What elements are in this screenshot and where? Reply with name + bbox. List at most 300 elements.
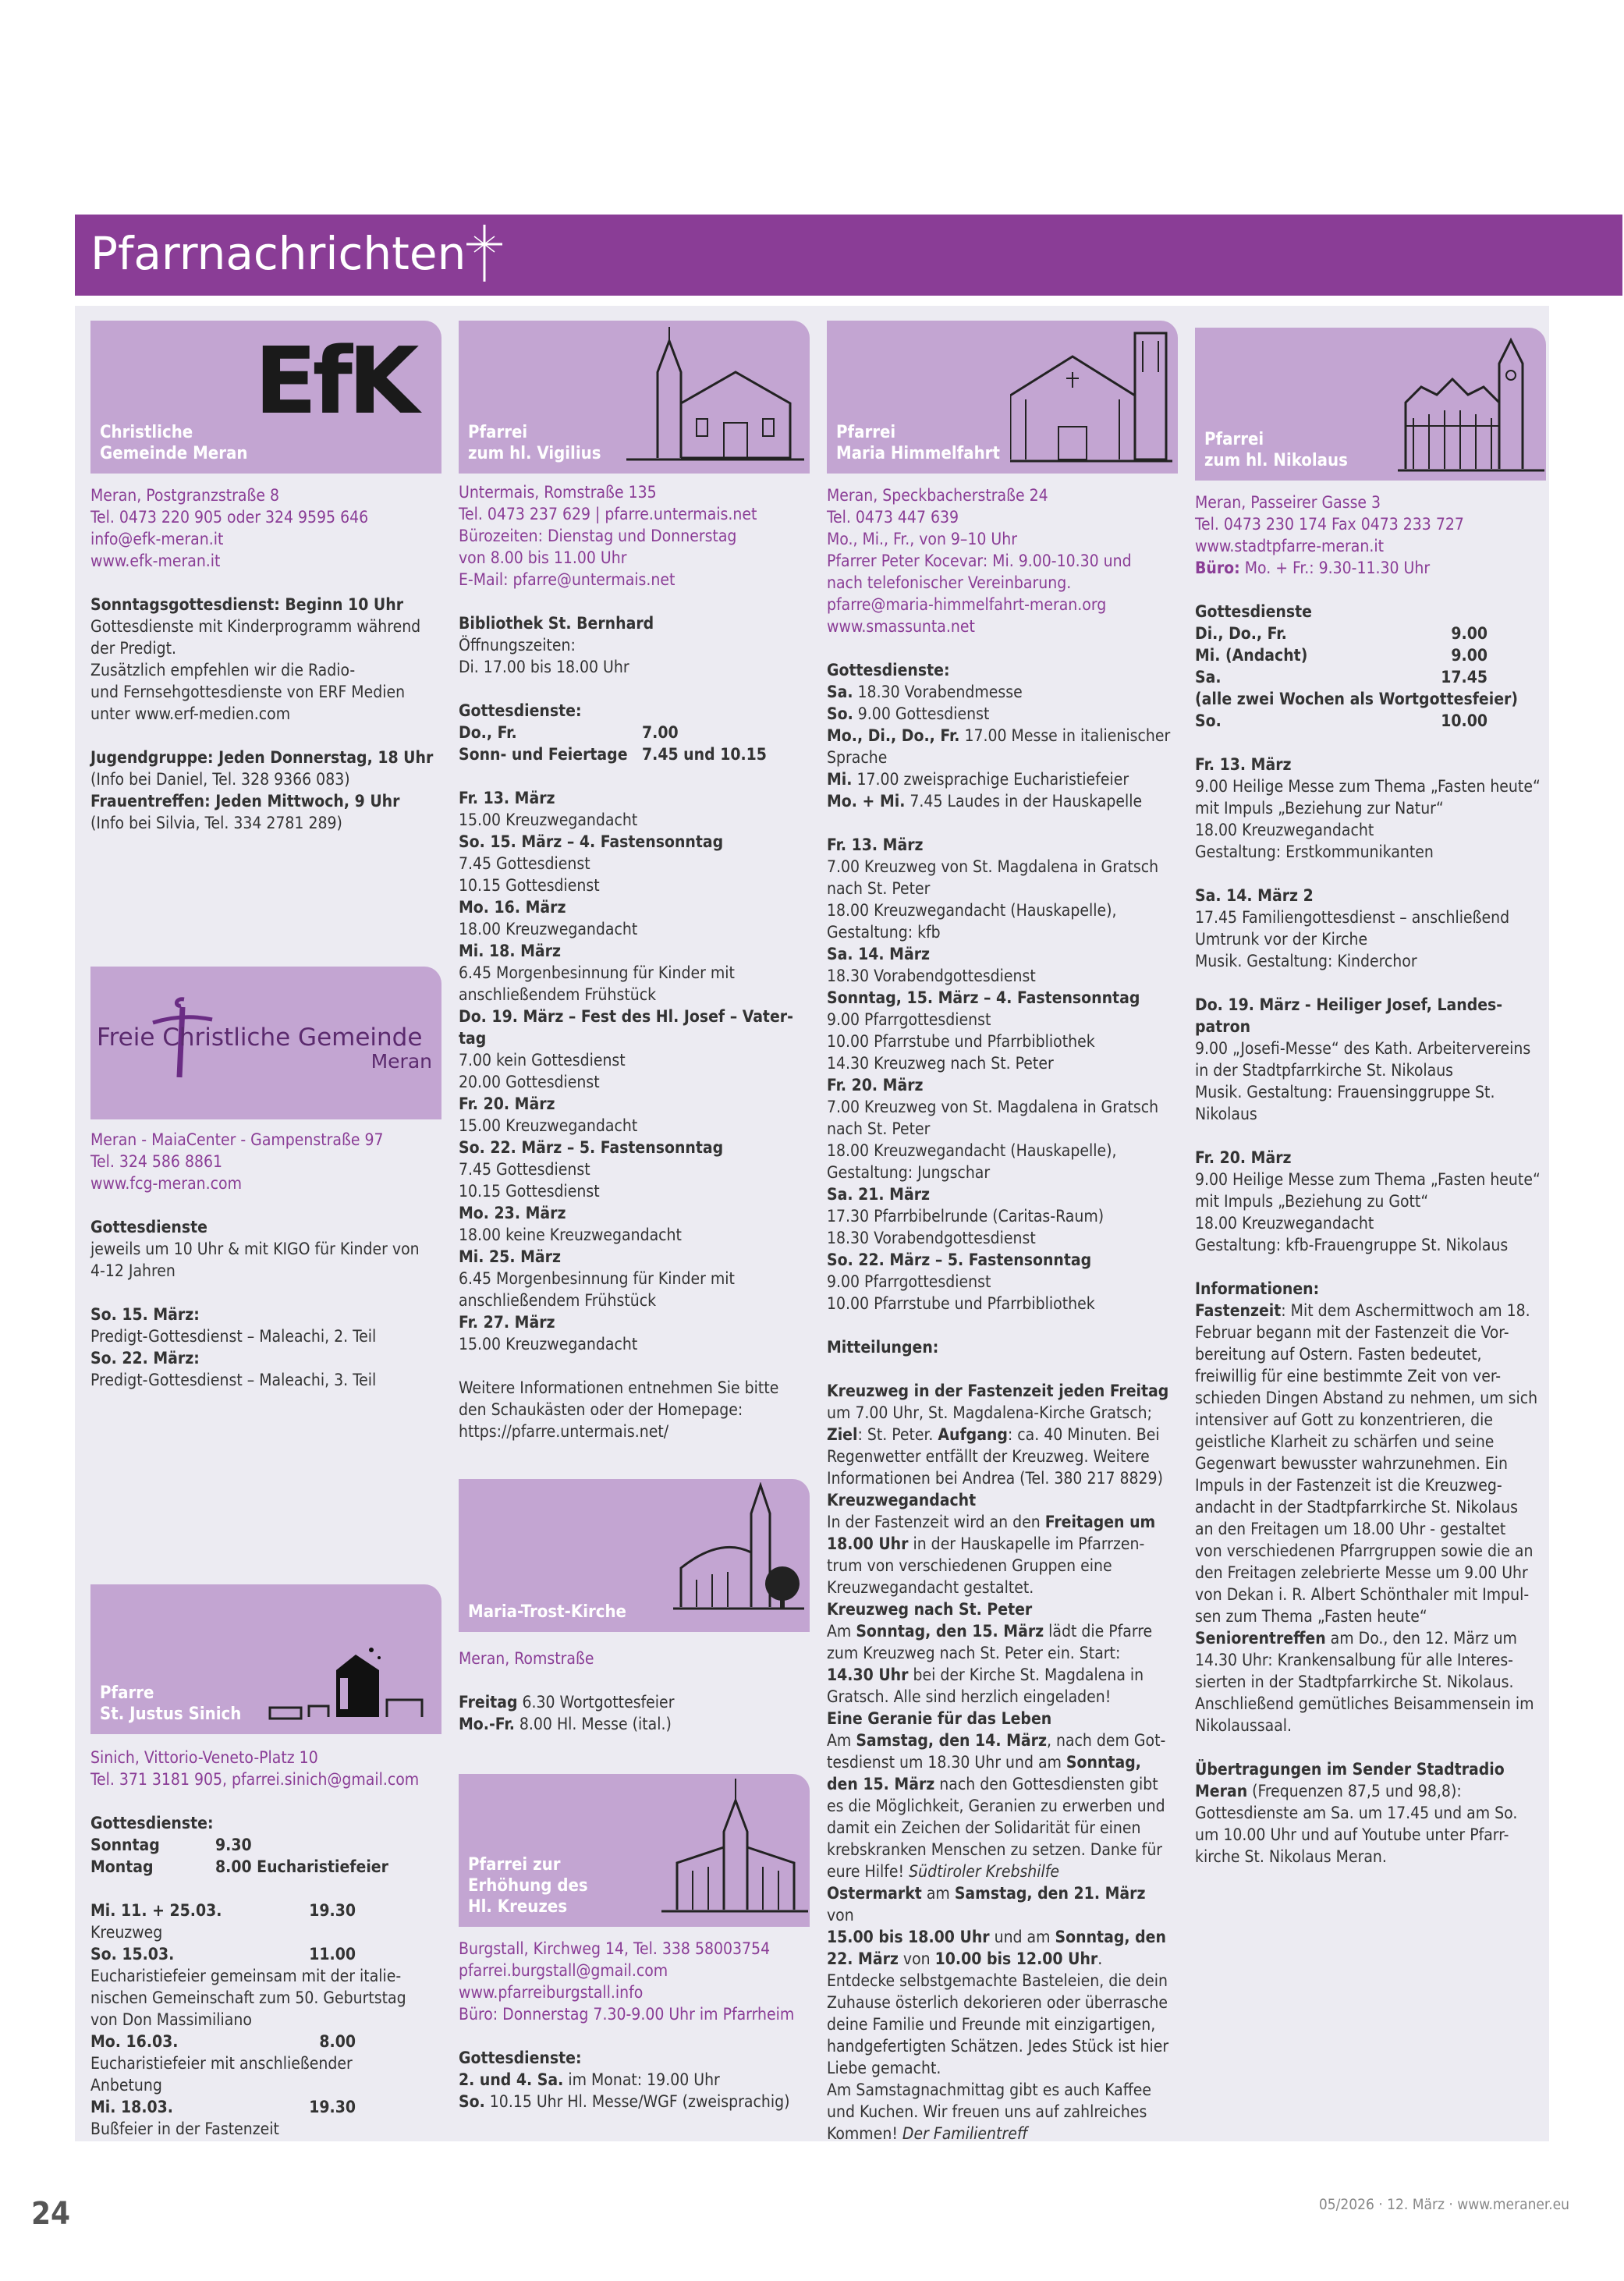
text-span: lädt die Pfarre xyxy=(1044,1622,1153,1641)
svg-text:Meran: Meran xyxy=(371,1050,432,1073)
text-line: 7.00 Kreuzweg von St. Magdalena in Gratsch xyxy=(827,857,1159,876)
church-illustration xyxy=(661,1777,810,1919)
text-line: damit ein Zeichen der Solidarität für einen xyxy=(827,1818,1141,1837)
text-line: sen zum Thema „Fasten heute“ xyxy=(1195,1607,1427,1626)
mariatrost-name: Maria-Trost-Kirche xyxy=(468,1602,626,1622)
text-line xyxy=(827,1751,1174,1773)
text-line: krebskranken Menschen zu setzen. Danke für xyxy=(827,1840,1163,1859)
justus-schedule: Sonntag 9.30 Montag 8.00 Eucharistiefeier xyxy=(90,1836,388,1876)
text-span: 14.30 Uhr xyxy=(827,1666,909,1684)
text-line: Entdecke selbstgemachte Basteleien, die dein xyxy=(827,1971,1168,1990)
text-line: 6.45 Morgenbesinnung für Kinder mit xyxy=(459,963,735,982)
text-line: 7.00 kein Gottesdienst xyxy=(459,1051,626,1070)
text-span: 8.00 Hl. Messe (ital.) xyxy=(514,1715,672,1733)
text-line xyxy=(827,2123,1174,2144)
text-line: Predigt-Gottesdienst – Maleachi, 3. Teil xyxy=(90,1371,377,1389)
fcg-block xyxy=(90,967,441,1391)
text-line xyxy=(827,790,1174,812)
text-line: So. 15. März: xyxy=(90,1305,200,1324)
text-span: : St. Peter. xyxy=(857,1425,938,1444)
text-line: 15.00 Kreuzwegandacht xyxy=(459,1335,638,1353)
text-span: 22. März xyxy=(827,1949,899,1968)
text-line xyxy=(1195,1125,1542,1147)
text-line xyxy=(827,725,1174,747)
text-line: geistliche Klarheit zu schärfen und seine xyxy=(1195,1432,1495,1451)
mariatrost-block xyxy=(459,1479,810,1735)
vigilius-header xyxy=(459,321,810,474)
text-line: patron xyxy=(1195,1017,1251,1036)
text-line: E-Mail: pfarre@untermais.net xyxy=(459,570,675,589)
text-line xyxy=(459,2091,810,2112)
text-line: Gestaltung: Erstkommunikanten xyxy=(1195,843,1434,861)
text-span: Mo., Di., Do., Fr. xyxy=(827,726,960,745)
text-line: Kreuzweg nach St. Peter xyxy=(827,1600,1033,1619)
text-span: So. xyxy=(459,2092,485,2111)
text-line: andacht in der Stadtpfarrkirche St. Nikolaus xyxy=(1195,1498,1518,1517)
text-span: Südtiroler Krebshilfe xyxy=(909,1862,1060,1881)
text-line xyxy=(827,1882,1174,1926)
text-line: Informationen bei Andrea (Tel. 380 217 8829) xyxy=(827,1469,1163,1488)
text-span: bei der Kirche St. Magdalena in xyxy=(908,1666,1144,1684)
kreuzes-name: Pfarrei zur Erhöhung des Hl. Kreuzes xyxy=(468,1855,588,1917)
text-span: am xyxy=(921,1884,955,1903)
text-line xyxy=(827,1314,1174,1336)
text-line: schieden Dingen Abstand zu nehmen, um sich xyxy=(1195,1389,1538,1407)
efk-name: Christliche Gemeinde Meran xyxy=(100,423,248,463)
text-line: bereitung auf Ostern. Fasten bedeutet, xyxy=(1195,1345,1482,1364)
text-line: Gottesdienste xyxy=(1195,602,1312,621)
text-line: Gestaltung: kfb xyxy=(827,923,941,942)
mariatrost-header xyxy=(459,1479,810,1632)
text-span: 15.00 bis 18.00 Uhr xyxy=(827,1928,990,1946)
text-line: www.pfarreiburgstall.info xyxy=(459,1983,644,2002)
text-line: Tel. 371 3181 905, pfarrei.sinich@gmail.com xyxy=(90,1770,420,1789)
text-line: unter www.erf-medien.com xyxy=(90,704,291,723)
kreuzes-header xyxy=(459,1774,810,1927)
text-line: So. 22. März – 5. Fastensonntag xyxy=(459,1138,724,1157)
text-line: Meran, Passeirer Gasse 3 xyxy=(1195,493,1381,512)
schedule-label: So. xyxy=(1195,711,1222,730)
text-span: 17.00 zweisprachige Eucharistiefeier xyxy=(852,770,1129,789)
text-span: In der Fastenzeit wird an den xyxy=(827,1513,1045,1531)
text-line: handgefertigten Schätzen. Jedes Stück ist hier xyxy=(827,2037,1169,2056)
schedule-row xyxy=(1195,623,1542,644)
nikolaus-body xyxy=(1195,601,1542,1868)
text-line xyxy=(1195,972,1542,994)
text-span: 6.30 Wortgottesfeier xyxy=(517,1693,675,1712)
text-span: in der Hauskapelle im Pfarrzen- xyxy=(908,1534,1145,1553)
text-line: (Info bei Silvia, Tel. 334 2781 289) xyxy=(90,814,342,832)
text-span: 2. und 4. Sa. xyxy=(459,2070,564,2089)
text-line: Sonntagsgottesdienst: Beginn 10 Uhr xyxy=(90,595,404,614)
church-illustration xyxy=(673,1482,806,1621)
text-line: und Fernsehgottesdienste von ERF Medien xyxy=(90,683,406,701)
text-line: info@efk-meran.it xyxy=(90,530,224,548)
text-line: Fr. 20. März xyxy=(459,1094,555,1113)
section-header xyxy=(75,215,1622,296)
text-line: Sinich, Vittorio-Veneto-Platz 10 xyxy=(90,1748,318,1767)
text-span: den 15. März xyxy=(827,1775,935,1793)
text-line: Fr. 20. März xyxy=(1195,1148,1292,1167)
text-line: Fr. 13. März xyxy=(459,789,555,807)
text-line: Gottesdienste: xyxy=(459,701,582,720)
text-line: 7.45 Gottesdienst xyxy=(459,1160,590,1179)
text-line: mit Impuls „Beziehung zur Natur“ xyxy=(1195,799,1444,818)
text-line: von verschiedenen Pfarrgruppen sowie die an xyxy=(1195,1541,1534,1560)
text-line: www.stadtpfarre-meran.it xyxy=(1195,537,1385,555)
efk-body xyxy=(90,594,441,834)
text-span: Ziel xyxy=(827,1425,858,1444)
svg-text:Freie Christliche Gemeinde: Freie Christliche Gemeinde xyxy=(97,1023,423,1052)
column-4 xyxy=(1195,328,1546,1868)
text-line: 9.00 Heilige Messe zum Thema „Fasten heute“ xyxy=(1195,777,1541,796)
text-line: 7.45 Gottesdienst xyxy=(459,854,590,873)
text-line xyxy=(90,725,441,747)
text-span: Samstag, den 21. März xyxy=(954,1884,1146,1903)
text-span: eure Hilfe! xyxy=(827,1862,910,1881)
text-line xyxy=(827,768,1174,790)
nikolaus-office: Büro: Mo. + Fr.: 9.30-11.30 Uhr xyxy=(1195,559,1431,577)
text-line: Zusätzlich empfehlen wir die Radio- xyxy=(90,661,356,679)
text-line: www.fcg-meran.com xyxy=(90,1174,242,1193)
text-span: Meran xyxy=(1195,1782,1248,1800)
text-span: Sonntag, den 15. März xyxy=(856,1622,1044,1641)
text-line: an den Freitagen um 18.00 Uhr - gestaltet xyxy=(1195,1520,1506,1538)
schedule-label: Sonn- und Feiertage xyxy=(459,745,628,764)
page-title: Pfarrnachrichten xyxy=(90,227,466,280)
text-line: 9.00 „Josefi-Messe“ des Kath. Arbeitervereins xyxy=(1195,1039,1531,1058)
text-line xyxy=(827,1948,1174,1970)
text-line: Do. 19. März – Fest des Hl. Josef – Vater- xyxy=(459,1007,793,1026)
schedule-row xyxy=(1195,710,1542,732)
text-line: 4-12 Jahren xyxy=(90,1261,176,1280)
text-line: Bußfeier in der Fastenzeit xyxy=(90,2120,279,2138)
text-line xyxy=(459,1713,810,1735)
text-span: Am xyxy=(827,1622,856,1641)
himmelfahrt-name: Pfarrei Maria Himmelfahrt xyxy=(836,423,1000,463)
schedule-time: 19.30 xyxy=(309,2098,356,2116)
text-line: nach telefonischer Vereinbarung. xyxy=(827,573,1072,592)
text-line: Burgstall, Kirchweg 14, Tel. 338 58003754 xyxy=(459,1939,771,1958)
text-line: Kreuzwegandacht xyxy=(827,1491,977,1509)
text-line: So. 22. März: xyxy=(90,1349,200,1368)
text-line: es die Möglichkeit, Geranien zu erwerben und xyxy=(827,1797,1165,1815)
schedule-time: 8.00 xyxy=(319,2032,356,2051)
text-line: 6.45 Morgenbesinnung für Kinder mit xyxy=(459,1269,735,1288)
text-span: Der Familientreff xyxy=(902,2124,1028,2143)
text-span: 10.15 Uhr Hl. Messe/WGF (zweisprachig) xyxy=(484,2092,790,2111)
text-line: 15.00 Kreuzwegandacht xyxy=(459,1116,638,1135)
text-line: Impuls in der Fastenzeit ist die Kreuzweg- xyxy=(1195,1476,1502,1495)
schedule-row xyxy=(90,2031,410,2052)
fcg-body xyxy=(90,1216,441,1391)
text-line: (Info bei Daniel, Tel. 328 9366 083) xyxy=(90,770,350,789)
text-span: Fastenzeit xyxy=(1195,1301,1282,1320)
text-line: 14.30 Kreuzweg nach St. Peter xyxy=(827,1054,1054,1073)
schedule-row xyxy=(1195,666,1542,688)
schedule-time: 19.30 xyxy=(309,1901,356,1920)
text-line xyxy=(1195,1300,1542,1321)
text-line xyxy=(90,1282,441,1304)
text-line: nach St. Peter xyxy=(827,879,931,898)
text-span: (Frequenzen 87,5 und 98,8): xyxy=(1247,1782,1462,1800)
text-line xyxy=(827,1773,1174,1795)
schedule-label: Mi. 11. + 25.03. xyxy=(90,1901,222,1920)
schedule-label: Sa. xyxy=(1195,668,1222,686)
text-line: Anschließend gemütliches Beisammensein im xyxy=(1195,1694,1534,1713)
text-line xyxy=(827,1533,1174,1555)
text-line: Kreuzwegandacht gestaltet. xyxy=(827,1578,1034,1597)
text-span: 18.30 Vorabendmesse xyxy=(853,683,1023,701)
text-span: Freitag xyxy=(459,1693,518,1712)
schedule-row xyxy=(1195,644,1542,666)
text-line: Bibliothek St. Bernhard xyxy=(459,614,654,633)
text-line: https://pfarre.untermais.net/ xyxy=(459,1422,669,1441)
nikolaus-contact xyxy=(1195,491,1546,557)
text-line: 10.00 Pfarrstube und Pfarrbibliothek xyxy=(827,1294,1095,1313)
text-line: von Dekan i. R. Albert Schönthaler mit Impul- xyxy=(1195,1585,1530,1604)
text-line: und Kuchen. Wir freuen uns auf zahlreiches xyxy=(827,2102,1147,2121)
text-line: 18.00 Kreuzwegandacht (Hauskapelle), xyxy=(827,1141,1117,1160)
text-span: 9.00 Gottesdienst xyxy=(853,704,990,723)
text-line: in der Stadtpfarrkirche St. Nikolaus xyxy=(1195,1061,1454,1080)
text-line: Musik. Gestaltung: Kinderchor xyxy=(1195,952,1417,970)
text-line: Mo., Mi., Fr., von 9–10 Uhr xyxy=(827,530,1017,548)
nikolaus-header xyxy=(1195,328,1546,481)
justus-heading: Gottesdienste: xyxy=(90,1814,214,1832)
text-line: Gottesdienste: xyxy=(827,661,950,679)
text-line: pfarrei.burgstall@gmail.com xyxy=(459,1961,668,1980)
text-span: Kommen! xyxy=(827,2124,902,2143)
schedule-row xyxy=(459,722,802,743)
text-line: 17.30 Pfarrbibelrunde (Caritas-Raum) xyxy=(827,1207,1105,1226)
text-span: tesdienst um 18.30 Uhr und am xyxy=(827,1753,1066,1772)
text-line: kirche St. Nikolaus Meran. xyxy=(1195,1847,1387,1866)
text-line: jeweils um 10 Uhr & mit KIGO für Kinder von xyxy=(90,1240,420,1258)
text-line: 18.00 Kreuzwegandacht (Hauskapelle), xyxy=(827,901,1117,920)
text-line: Februar begann mit der Fastenzeit die Vor- xyxy=(1195,1323,1509,1342)
text-line: 18.30 Vorabendgottesdienst xyxy=(827,967,1036,985)
text-line xyxy=(1195,1627,1542,1649)
text-line: anschließendem Frühstück xyxy=(459,1291,657,1310)
schedule-time: 10.00 xyxy=(1441,711,1487,730)
text-line: www.smassunta.net xyxy=(827,617,975,636)
text-line: von Don Massimiliano xyxy=(90,2010,252,2029)
text-line: Gestaltung: kfb-Frauengruppe St. Nikolaus xyxy=(1195,1236,1509,1254)
text-line: Fr. 13. März xyxy=(827,835,924,854)
justus-block xyxy=(90,1584,441,2140)
text-line: Am Samstagnachmittag gibt es auch Kaffee xyxy=(827,2081,1151,2099)
text-line xyxy=(827,812,1174,834)
text-line: Tel. 0473 230 174 Fax 0473 233 727 xyxy=(1195,515,1464,534)
text-line: 10.15 Gottesdienst xyxy=(459,876,600,895)
text-line: Meran, Speckbacherstraße 24 xyxy=(827,486,1048,505)
text-span: Sonntag, xyxy=(1066,1753,1141,1772)
text-span: So. xyxy=(827,704,853,723)
text-line: Nikolaus xyxy=(1195,1105,1257,1123)
text-line: So. 15. März – 4. Fastensonntag xyxy=(459,832,724,851)
text-span: Mo. + Mi. xyxy=(827,792,906,811)
church-illustration xyxy=(262,1639,434,1725)
schedule-label: Do., Fr. xyxy=(459,723,517,742)
nikolaus-name: Pfarrei zum hl. Nikolaus xyxy=(1204,430,1348,470)
text-line: Fr. 27. März xyxy=(459,1313,555,1332)
text-line: 9.00 Pfarrgottesdienst xyxy=(827,1272,991,1291)
text-line: Eucharistiefeier mit anschließender Anbetung xyxy=(90,2054,353,2095)
text-line: Gottesdienste: xyxy=(459,2049,582,2067)
text-line xyxy=(459,1691,810,1713)
justus-name: Pfarre St. Justus Sinich xyxy=(100,1683,242,1724)
text-line xyxy=(827,1358,1174,1380)
cross-icon xyxy=(457,221,512,283)
text-line: Eine Geranie für das Leben xyxy=(827,1709,1052,1728)
text-span: am Do., den 12. März um xyxy=(1325,1629,1517,1648)
text-line: (alle zwei Wochen als Wortgottesfeier) xyxy=(1195,690,1518,708)
text-line: Öffnungszeiten: xyxy=(459,636,576,655)
text-line xyxy=(827,1424,1174,1446)
text-line: Predigt-Gottesdienst – Maleachi, 2. Teil xyxy=(90,1327,377,1346)
text-line: Tel. 0473 447 639 xyxy=(827,508,959,527)
text-line: Mitteilungen: xyxy=(827,1338,939,1357)
schedule-time: 7.00 xyxy=(642,723,679,742)
text-line xyxy=(459,765,802,787)
kreuzes-body xyxy=(459,2047,810,2112)
justus-header xyxy=(90,1584,441,1734)
page-number: 24 xyxy=(31,2196,71,2232)
text-line xyxy=(827,1620,1174,1642)
text-line: 10.15 Gottesdienst xyxy=(459,1182,600,1201)
column-1 xyxy=(90,321,441,834)
text-line: Fr. 20. März xyxy=(827,1076,924,1094)
schedule-time: 17.45 xyxy=(1441,668,1487,686)
text-span: : ca. 40 Minuten. Bei xyxy=(1007,1425,1160,1444)
text-line: 15.00 Kreuzwegandacht xyxy=(459,811,638,829)
text-line: tag xyxy=(459,1029,487,1048)
text-span: Mi. xyxy=(827,770,853,789)
text-line: Mo. 23. März xyxy=(459,1204,566,1222)
text-line: So. 22. März – 5. Fastensonntag xyxy=(827,1250,1092,1269)
text-line: Gottesdienste xyxy=(90,1218,207,1236)
text-line: 10.00 Pfarrstube und Pfarrbibliothek xyxy=(827,1032,1095,1051)
schedule-label: Di., Do., Fr. xyxy=(1195,624,1287,643)
text-span: Am xyxy=(827,1731,856,1750)
text-line: 18.00 Kreuzwegandacht xyxy=(1195,1214,1374,1233)
text-line: 17.45 Familiengottesdienst – anschließend xyxy=(1195,908,1510,927)
text-line: 18.00 keine Kreuzwegandacht xyxy=(459,1226,682,1244)
efk-contact xyxy=(90,484,441,572)
text-span: Freitagen um xyxy=(1044,1513,1156,1531)
text-line: deine Familie und Freunde mit einzigartigen, xyxy=(827,2015,1156,2034)
text-span: im Monat: 19.00 Uhr xyxy=(563,2070,720,2089)
text-line xyxy=(827,681,1174,703)
church-illustration xyxy=(1398,332,1546,477)
text-line: der Predigt. xyxy=(90,639,176,658)
text-line: Sonntag, 15. März – 4. Fastensonntag xyxy=(827,988,1140,1007)
text-span: nach den Gottesdiensten gibt xyxy=(934,1775,1158,1793)
text-line: Frauentreffen: Jeden Mittwoch, 9 Uhr xyxy=(90,792,400,811)
text-line: 7.00 Kreuzweg von St. Magdalena in Gratsch xyxy=(827,1098,1159,1116)
vigilius-body xyxy=(459,612,802,1442)
text-line: Untermais, Romstraße 135 xyxy=(459,483,657,502)
text-line: Liebe gemacht. xyxy=(827,2059,941,2077)
text-line: Tel. 324 586 8861 xyxy=(90,1152,223,1171)
text-line xyxy=(827,1729,1174,1751)
text-line: Meran, Postgranzstraße 8 xyxy=(90,486,280,505)
text-line: Kreuzweg xyxy=(90,1923,163,1942)
schedule-row xyxy=(90,2096,410,2118)
text-line: sierten in der Stadtpfarrkirche St. Nikolaus. xyxy=(1195,1673,1514,1691)
schedule-time: 9.00 xyxy=(1451,624,1487,643)
text-span: Seniorentreffen xyxy=(1195,1629,1326,1648)
text-line: Gratsch. Alle sind herzlich eingeladen! xyxy=(827,1687,1112,1706)
himmelfahrt-body xyxy=(827,659,1174,2144)
text-line: 18.00 Kreuzwegandacht xyxy=(459,920,638,938)
church-illustration xyxy=(1010,325,1174,470)
text-line xyxy=(827,1511,1174,1533)
vigilius-contact xyxy=(459,481,810,591)
text-span: Ostermarkt xyxy=(827,1884,922,1903)
text-line: Jugendgruppe: Jeden Donnerstag, 18 Uhr xyxy=(90,748,434,767)
schedule-label: Mo. 16.03. xyxy=(90,2032,179,2051)
kreuzes-block xyxy=(459,1774,810,2112)
schedule-row xyxy=(90,1943,410,1965)
text-span: 18.00 Uhr xyxy=(827,1534,909,1553)
schedule-time: 9.00 xyxy=(1451,646,1487,665)
text-line: von 8.00 bis 11.00 Uhr xyxy=(459,548,627,567)
text-line: Tel. 0473 220 905 oder 324 9595 646 xyxy=(90,508,369,527)
text-line xyxy=(459,678,802,700)
text-line: Gegenwart bewusster wahrzunehmen. Ein xyxy=(1195,1454,1509,1473)
schedule-label: So. 15.03. xyxy=(90,1945,175,1964)
text-line: Gottesdienste am Sa. um 17.45 und am So. xyxy=(1195,1804,1518,1822)
church-illustration xyxy=(626,325,806,470)
text-line xyxy=(827,1861,1174,1882)
text-line: 9.00 Pfarrgottesdienst xyxy=(827,1010,991,1029)
text-line xyxy=(1195,732,1542,754)
text-line xyxy=(459,2069,810,2091)
text-line: Sa. 14. März 2 xyxy=(1195,886,1314,905)
text-line: Büro: Donnerstag 7.30-9.00 Uhr im Pfarrheim xyxy=(459,2005,795,2024)
vigilius-name: Pfarrei zum hl. Vigilius xyxy=(468,423,601,463)
schedule-row xyxy=(459,743,802,765)
mariatrost-contact xyxy=(459,1648,810,1669)
issue-footer: 05/2026 · 12. März · www.meraner.eu xyxy=(1318,2196,1569,2213)
text-span: 7.45 Laudes in der Hauskapelle xyxy=(905,792,1143,811)
text-line: den Schaukästen oder der Homepage: xyxy=(459,1400,743,1419)
text-line: Meran, Romstraße xyxy=(459,1649,594,1668)
text-line xyxy=(1195,1256,1542,1278)
text-span: 10.00 bis 12.00 Uhr xyxy=(934,1949,1098,1968)
kreuzes-contact xyxy=(459,1938,810,2025)
justus-contact xyxy=(90,1747,441,1790)
text-line xyxy=(459,1355,802,1377)
text-line: Tel. 0473 237 629 | pfarre.untermais.net xyxy=(459,505,757,523)
mariatrost-body xyxy=(459,1691,810,1735)
text-line: Gestaltung: Jungschar xyxy=(827,1163,991,1182)
efk-header xyxy=(90,321,441,474)
text-line xyxy=(827,1664,1174,1686)
text-line: um 10.00 Uhr und auf Youtube unter Pfarr- xyxy=(1195,1825,1509,1844)
text-line: www.efk-meran.it xyxy=(90,552,221,570)
text-line: freiwillig für eine bestimmte Zeit von ver- xyxy=(1195,1367,1502,1385)
text-line xyxy=(1195,863,1542,885)
text-line: 18.30 Vorabendgottesdienst xyxy=(827,1229,1036,1247)
text-span: von xyxy=(827,1906,854,1924)
text-line: Di. 17.00 bis 18.00 Uhr xyxy=(459,658,629,676)
text-line: Meran - MaiaCenter - Gampenstraße 97 xyxy=(90,1130,384,1149)
text-line: den Freitagen zelebrierte Messe um 9.00 Uhr xyxy=(1195,1563,1528,1582)
column-2 xyxy=(459,321,810,1442)
